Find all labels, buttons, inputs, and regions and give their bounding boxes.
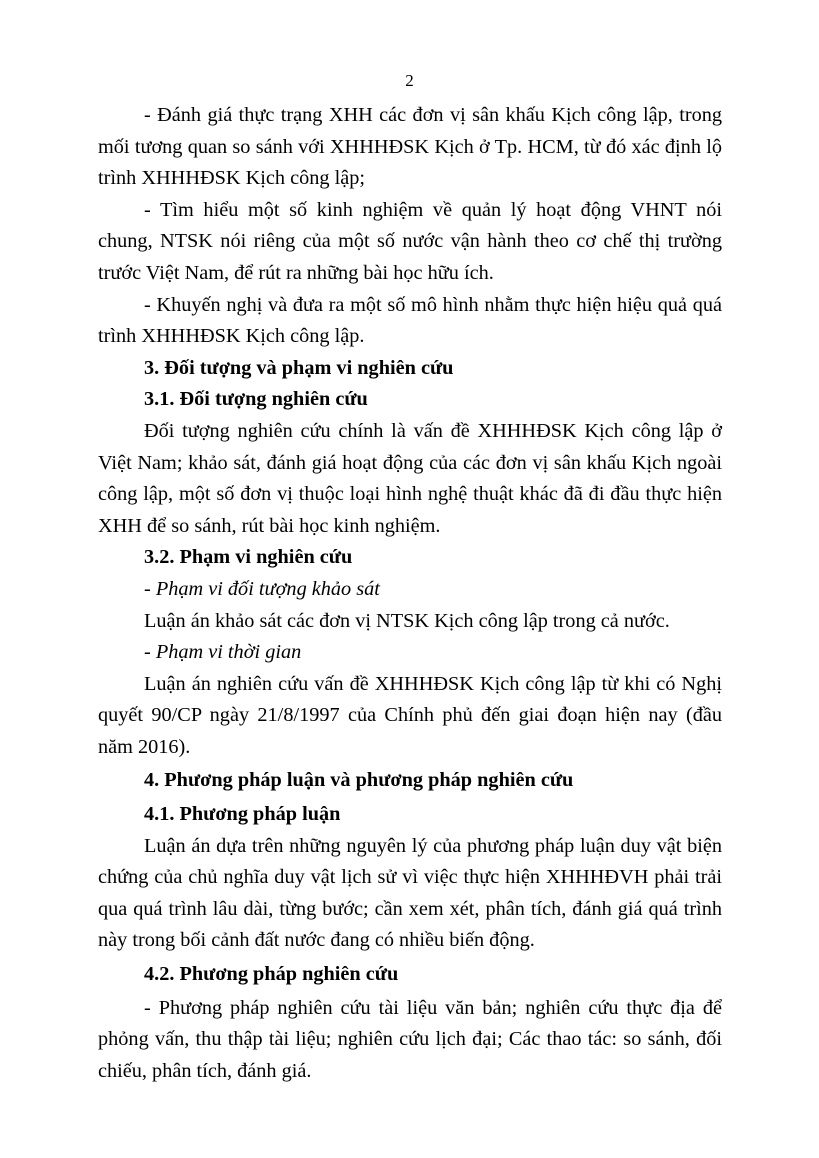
heading-section-4-1: 4.1. Phương pháp luận — [144, 803, 341, 826]
heading-section-3-2: 3.2. Phạm vi nghiên cứu — [144, 546, 353, 569]
heading-section-3-1: 3.1. Đối tượng nghiên cứu — [144, 388, 368, 411]
paragraph-recommendations: - Khuyến nghị và đưa ra một số mô hình nhằm thực hiện hiệu quả quá trình XHHHĐSK Kịch công lập. — [98, 293, 722, 348]
body-text — [98, 100, 722, 1087]
paragraph-research-object: Đối tượng nghiên cứu chính là vấn đề XHHHĐSK Kịch công lập ở Việt Nam; khảo sát, đánh giá hoạt động của các đơn vị sân khấu Kịch ngoài công lập, một số đơn vị thuộc loại hình nghệ thuật khác đã đi đầu thực hiện XHH để so sánh, rút bài học kinh nghiệm. — [98, 419, 722, 537]
paragraph-research-methods: - Phương pháp nghiên cứu tài liệu văn bản; nghiên cứu thực địa để phỏng vấn, thu thập tài liệu; nghiên cứu lịch đại; Các thao tác: so sánh, đối chiếu, phân tích, đánh giá. — [98, 996, 722, 1082]
page-number: 2 — [405, 71, 414, 90]
subheading-survey-scope: - Phạm vi đối tượng khảo sát — [144, 577, 380, 600]
subheading-time-scope: - Phạm vi thời gian — [144, 641, 302, 664]
paragraph-time-scope: Luận án nghiên cứu vấn đề XHHHĐSK Kịch công lập từ khi có Nghị quyết 90/CP ngày 21/8/1997 của Chính phủ đến giai đoạn hiện nay (đầu năm 2016). — [98, 672, 722, 758]
paragraph-foreign-experience: - Tìm hiểu một số kinh nghiệm về quản lý hoạt động VHNT nói chung, NTSK nói riêng của một số nước vận hành theo cơ chế thị trường trước Việt Nam, để rút ra những bài học hữu ích. — [98, 198, 722, 284]
heading-section-4: 4. Phương pháp luận và phương pháp nghiên cứu — [144, 769, 574, 792]
heading-section-4-2: 4.2. Phương pháp nghiên cứu — [144, 963, 399, 986]
paragraph-assess-status: - Đánh giá thực trạng XHH các đơn vị sân khấu Kịch công lập, trong mối tương quan so sánh với XHHHĐSK Kịch ở Tp. HCM, từ đó xác định lộ trình XHHHĐSK Kịch công lập; — [98, 104, 722, 190]
heading-section-3: 3. Đối tượng và phạm vi nghiên cứu — [144, 356, 454, 379]
paragraph-methodology: Luận án dựa trên những nguyên lý của phương pháp luận duy vật biện chứng của chủ nghĩa duy vật lịch sử vì việc thực hiện XHHHĐVH phải trải qua quá trình lâu dài, từng bước; cần xem xét, phân tích, đánh giá quá trình này trong bối cảnh đất nước đang có nhiều biến động. — [98, 834, 722, 952]
paragraph-survey-scope: Luận án khảo sát các đơn vị NTSK Kịch công lập trong cả nước. — [144, 609, 670, 632]
